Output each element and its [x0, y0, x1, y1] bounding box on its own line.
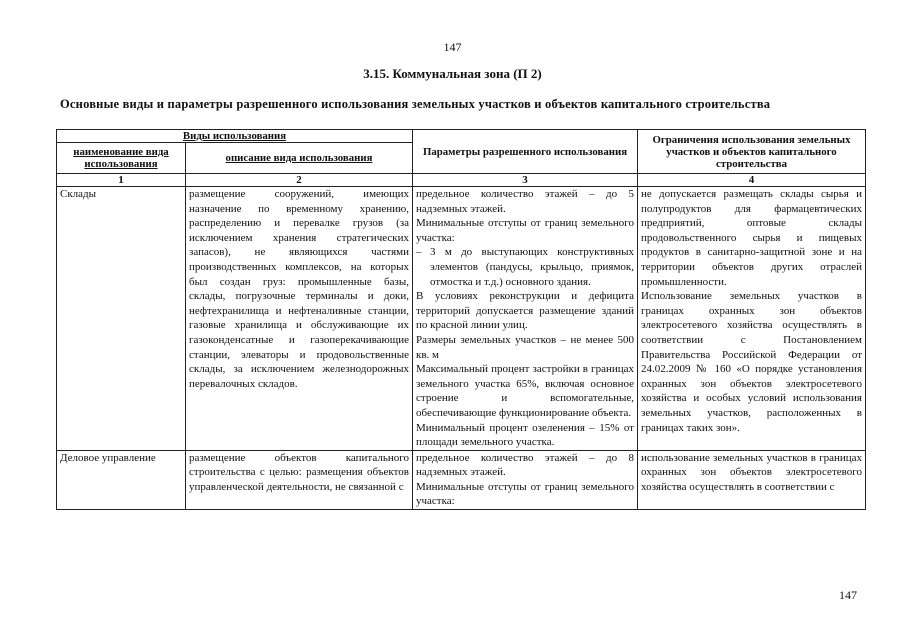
param-floors: предельное количество этажей – до 5 надземных этажей.	[416, 188, 634, 215]
zoning-table	[56, 129, 866, 510]
table-row	[57, 187, 866, 451]
parameters-cell	[413, 450, 638, 509]
restrictions-cell	[638, 187, 866, 451]
param-reconstruction: В условиях реконструкции и дефицита территорий допускается размещение зданий по красной линии улиц.	[416, 290, 634, 332]
column-number: 3	[413, 174, 638, 187]
column-number-row	[57, 174, 866, 187]
param-setback-item	[416, 245, 634, 289]
param-plot-size: Размеры земельных участков – не менее 500 кв. м	[416, 333, 634, 361]
parameters-cell	[413, 187, 638, 451]
header-use-description: описание вида использования	[186, 143, 413, 174]
page-number-bottom: 147	[839, 588, 857, 602]
param-setbacks: Минимальные отступы от границ земельного участка:	[416, 480, 634, 508]
param-coverage: Максимальный процент застройки в границах земельного участка 65%, включая основное строение и вспомогательные, обеспечивающие функционирование объекта.	[416, 363, 634, 419]
header-parameters: Параметры разрешенного использования	[413, 130, 638, 174]
dash-marker: –	[416, 246, 422, 259]
use-name-cell: Склады	[57, 187, 186, 451]
column-number: 1	[57, 174, 186, 187]
page-number-top: 147	[443, 40, 462, 54]
column-number: 4	[638, 174, 866, 187]
param-setback-item-text: 3 м до выступающих конструктивных элементов (пандусы, крыльцо, приямок, отмостка и т.д.) основного здания.	[430, 246, 634, 288]
use-description-cell: размещение объектов капитального строительства с целью: размещения объектов управленческой деятельности, не связанной с	[186, 450, 413, 509]
restriction-paragraph: Использование земельных участков в границах охранных зон объектов электросетевого хозяйства осуществлять в соответствии с Постановлением Правительства Российской Федерации от 24.02.2009 № 160 «О порядке установления охранных зон объектов электросетевого хозяйства и особых условий использования земельных участков, расположенных в границах таких зон».	[641, 290, 862, 434]
restriction-paragraph: использование земельных участков в границах охранных зон объектов электросетевого хозяйства осуществлять в соответствии с	[641, 451, 862, 493]
document-heading: Основные виды и параметры разрешенного использования земельных участков и объектов капитального строительства	[60, 97, 771, 111]
table-row	[57, 450, 866, 509]
header-use-name: наименование вида использования	[57, 143, 186, 174]
param-floors: предельное количество этажей – до 8 надземных этажей.	[416, 451, 634, 479]
param-greening: Минимальный процент озеленения – 15% от площади земельного участка.	[416, 421, 634, 449]
column-number: 2	[186, 174, 413, 187]
header-use-types: Виды использования	[57, 130, 413, 143]
table-header-row-1	[57, 130, 866, 143]
header-restrictions: Ограничения использования земельных участков и объектов капитального строительства	[638, 130, 866, 174]
use-name-cell: Деловое управление	[57, 450, 186, 509]
use-description-cell: размещение сооружений, имеющих назначение по временному хранению, распределению и перевалке грузов (за исключением хранения стратегических запасов), не являющихся частями производственных комплексов, на которых был создан груз: промышленные базы, склады, погрузочные терминалы и доки, нефтехранилища и нефтеналивные станции, газовые хранилища и обслуживающие их газоконденсатные и газоперекачивающие станции, элеваторы и продовольственные склады, за исключением железнодорожных перевалочных складов.	[186, 187, 413, 451]
restrictions-cell	[638, 450, 866, 509]
param-setbacks: Минимальные отступы от границ земельного участка:	[416, 217, 634, 244]
restriction-paragraph: не допускается размещать склады сырья и полупродуктов для фармацевтических предприятий, оптовые склады продовольственного сырья и пищевых продуктов в санитарно-защитной зоне и на территории объектов других отраслей промышленности.	[641, 188, 862, 288]
section-title: 3.15. Коммунальная зона (П 2)	[363, 66, 542, 81]
